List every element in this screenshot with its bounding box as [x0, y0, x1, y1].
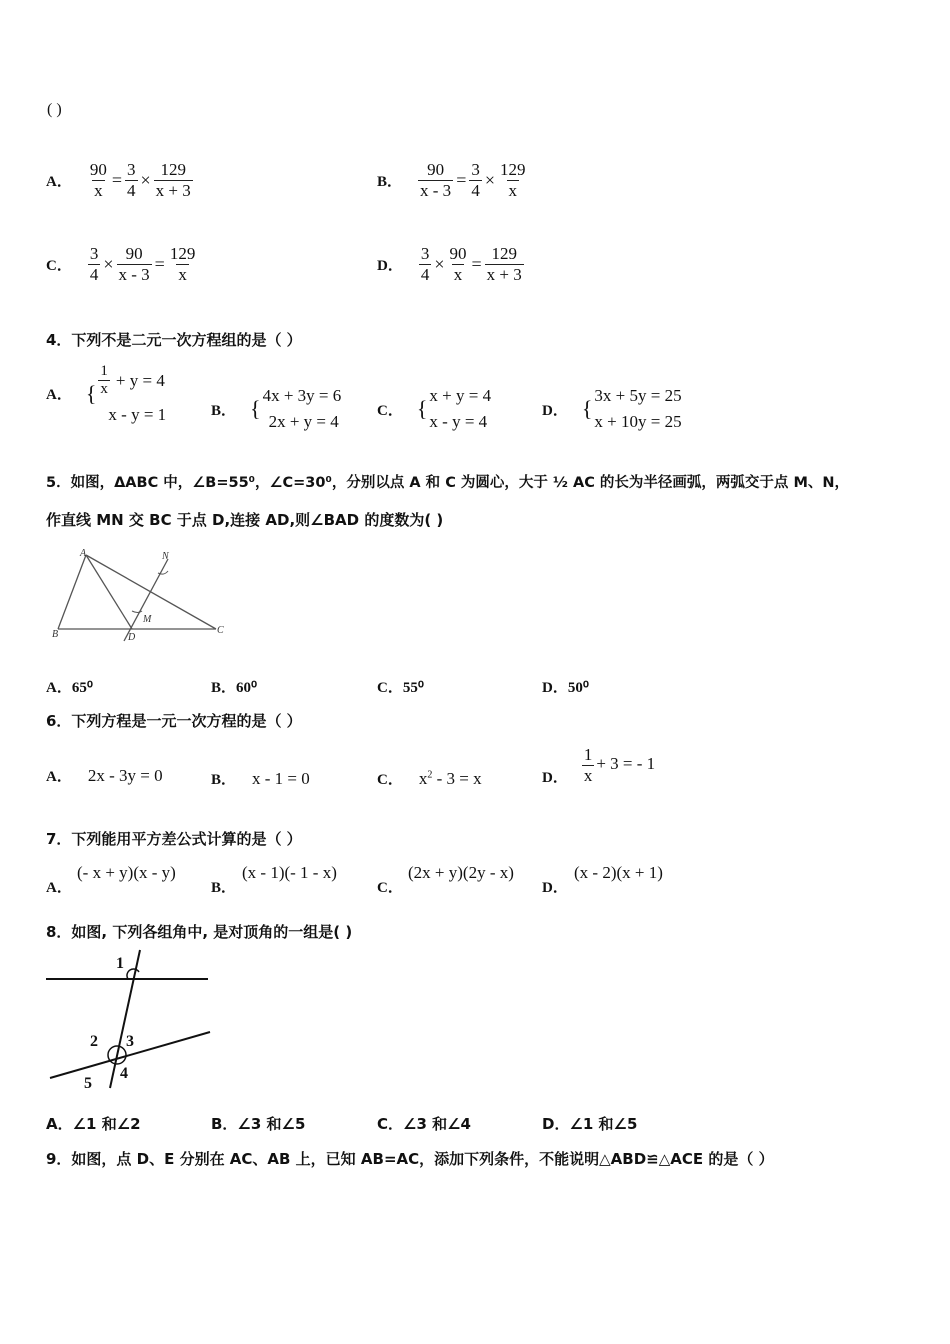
angle-label-2: 2 [90, 1033, 98, 1050]
q8-option-d[interactable]: D．∠1 和∠5 [542, 1115, 638, 1133]
fraction: $\frac{90}{x}$ [89, 160, 107, 200]
fraction: $\frac{90}{x - 3}$ [420, 160, 452, 200]
q7-option-c-label[interactable]: C． [377, 880, 403, 896]
brace: { [416, 396, 428, 421]
equation-system: { 3x + 5y = 25 x + 10y = 25 [581, 386, 682, 431]
q6-option-c[interactable] [377, 768, 482, 789]
option-label: D． [542, 770, 568, 786]
label-b: B [52, 629, 59, 640]
fraction: $\frac{3}{4}$ [89, 244, 99, 284]
fraction: $\frac{129}{x}$ [500, 160, 526, 200]
option-label: B． [211, 772, 237, 788]
option-label: A． [46, 769, 72, 785]
equation-system: { 4x + 3y = 6 2x + y = 4 [250, 386, 342, 431]
option-label: A． [46, 173, 72, 190]
brace: { [85, 380, 97, 406]
fraction: $\frac{90}{x - 3}$ [118, 244, 150, 284]
q6-title: 6．下列方程是一元一次方程的是（ ） [46, 712, 302, 730]
label-n: N [162, 551, 169, 562]
q8-option-a[interactable]: A．∠1 和∠2 [46, 1115, 141, 1133]
q8-angles-figure [44, 948, 212, 1096]
q5-option-b[interactable]: B．60⁰ [211, 680, 258, 696]
equation-rest: + 3 = - 1 [596, 753, 656, 773]
q4-option-b[interactable] [211, 386, 341, 432]
fraction: $\frac{129}{x + 3}$ [486, 244, 522, 284]
brace: { [581, 396, 593, 421]
segment-ad [86, 555, 132, 629]
option-label: B． [211, 402, 237, 419]
q4-option-c[interactable] [377, 386, 491, 432]
brace: { [250, 396, 261, 421]
angle-label-4: 4 [120, 1065, 128, 1082]
segment-ab [58, 555, 86, 629]
q9-title: 9．如图，点 D、E 分别在 AC、AB 上，已知 AB=AC，添加下列条件，不能说明△ABD≌△ACE 的是（ ） [46, 1150, 774, 1168]
equation: 2x - 3y = 0 [87, 765, 163, 785]
q3-option-a[interactable]: A． $\frac{90}{x}$ = $\frac{3}{4}$ × $\frac{129}{x + 3}$ [46, 160, 191, 200]
q5-title-line2: 作直线 MN 交 BC 于点 D,连接 AD,则∠BAD 的度数为( ) [46, 511, 444, 529]
q5-title-line1: 5．如图，ΔABC 中，∠B=55⁰，∠C=30⁰，分别以点 A 和 C 为圆心，大于 ½ AC 的长为半径画弧，两弧交于点 M、N， [46, 475, 850, 491]
q4-title: 4．下列不是二元一次方程组的是（ ） [46, 331, 302, 349]
fraction: $\frac{129}{x + 3}$ [155, 160, 191, 200]
q7-option-d-label[interactable]: D． [542, 880, 568, 896]
q3-option-c[interactable]: C． $\frac{3}{4}$ × $\frac{90}{x - 3}$ = $\frac{129}{x}$ [46, 244, 196, 284]
q7-option-a-expr: (- x + y)(x - y) [77, 863, 176, 882]
q8-title: 8．如图, 下列各组角中, 是对顶角的一组是( ) [46, 923, 353, 941]
angle-label-1: 1 [116, 955, 124, 972]
q8-option-c[interactable]: C．∠3 和∠4 [377, 1115, 471, 1133]
option-label: A． [46, 387, 72, 404]
angle-label-3: 3 [126, 1033, 134, 1050]
q7-title: 7．下列能用平方差公式计算的是（ ） [46, 830, 302, 848]
q6-option-d[interactable] [542, 744, 655, 787]
q6-option-b[interactable] [211, 768, 310, 789]
option-label: B． [377, 173, 403, 190]
fraction: $\frac{3}{4}$ [471, 160, 480, 200]
fraction: $\frac{3}{4}$ [127, 160, 136, 200]
q4-option-a[interactable] [46, 363, 166, 425]
fraction: $\frac{129}{x}$ [169, 244, 196, 284]
equation: x - 1 = 0 [252, 768, 310, 788]
fraction: $\frac{1}{x}$ [583, 745, 593, 785]
q7-option-c-expr: (2x + y)(2y - x) [408, 863, 514, 882]
label-m: M [143, 614, 152, 625]
option-label: D． [377, 257, 403, 274]
q7-option-a-label[interactable]: A． [46, 880, 72, 896]
arc-n [158, 571, 168, 574]
angle-arc-1 [127, 969, 139, 979]
prev-question-paren: ( ) [47, 101, 62, 118]
label-d: D [128, 632, 136, 643]
option-label: C． [46, 257, 72, 274]
q5-triangle-figure [46, 545, 231, 645]
equation: $x^2 - 3 = x$ [418, 768, 482, 788]
option-label: D． [542, 402, 568, 419]
fraction: $\frac{3}{4}$ [420, 244, 430, 284]
q3-option-b[interactable]: B． $\frac{90}{x - 3}$ = $\frac{3}{4}$ × $\frac{129}{x}$ [377, 160, 526, 200]
q7-option-b-label[interactable]: B． [211, 880, 237, 896]
q8-option-b[interactable]: B．∠3 和∠5 [211, 1115, 306, 1133]
option-label: C． [377, 402, 403, 419]
equation-system: { $\frac{1}{x}$ + y = 4 x - y = 1 [85, 363, 167, 424]
q5-option-c[interactable]: C．55⁰ [377, 680, 424, 696]
fraction: $\frac{90}{x}$ [449, 244, 467, 284]
angle-label-5: 5 [84, 1075, 92, 1092]
label-a: A [80, 548, 87, 559]
label-c: C [217, 625, 224, 636]
q5-option-a[interactable]: A．65⁰ [46, 680, 93, 696]
q3-option-d[interactable]: D． $\frac{3}{4}$ × $\frac{90}{x}$ = $\frac{129}{x + 3}$ [377, 244, 522, 284]
equation-system: { x + y = 4 x - y = 4 [416, 386, 492, 431]
q7-option-d-expr: (x - 2)(x + 1) [574, 863, 663, 882]
q7-option-b-expr: (x - 1)(- 1 - x) [242, 863, 337, 882]
option-label: C． [377, 772, 403, 788]
q5-option-d[interactable]: D．50⁰ [542, 680, 589, 696]
q4-option-d[interactable] [542, 386, 682, 432]
q6-option-a[interactable] [46, 765, 163, 786]
